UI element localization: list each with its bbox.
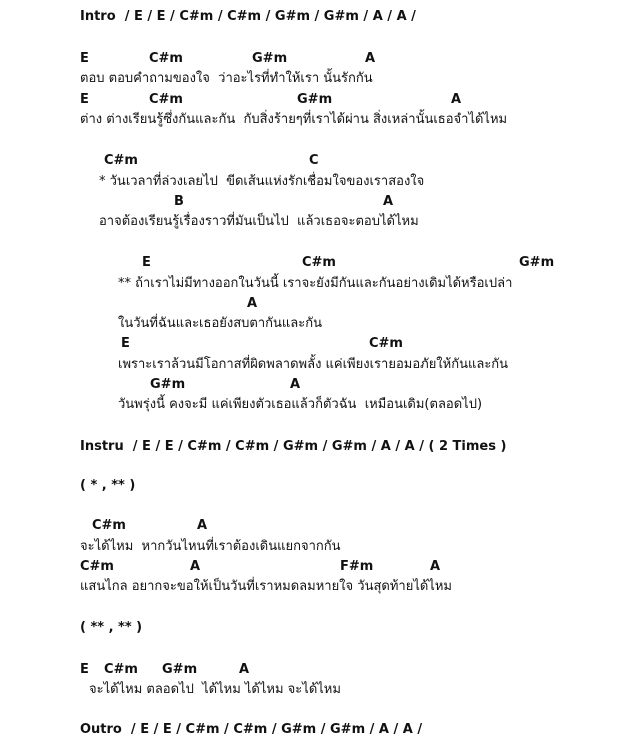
chord: A bbox=[190, 559, 201, 574]
chord: A bbox=[239, 662, 250, 677]
chord: E bbox=[80, 662, 89, 677]
chord: A bbox=[365, 51, 376, 66]
chord: E bbox=[142, 255, 151, 270]
repeat-marker: ( * , ** ) bbox=[80, 478, 136, 493]
chord: A bbox=[383, 194, 394, 209]
chord: A bbox=[430, 559, 441, 574]
intro-line: Intro / E / E / C#m / C#m / G#m / G#m / A / A / bbox=[80, 9, 416, 24]
lyric-line: แสนไกล อยากจะขอให้เป็นวันที่เราหมดลมหายใจ วันสุดท้ายได้ไหม bbox=[80, 579, 452, 594]
chord: C#m bbox=[80, 559, 114, 574]
instru-line: Instru / E / E / C#m / C#m / G#m / G#m / A / A / ( 2 Times ) bbox=[80, 439, 507, 454]
chord: G#m bbox=[150, 377, 186, 392]
chord: C#m bbox=[302, 255, 336, 270]
chord: G#m bbox=[297, 92, 333, 107]
chord: C#m bbox=[104, 153, 138, 168]
lyric-line: อาจต้องเรียนรู้เรื่องราวที่มันเป็นไป แล้วเธอจะตอบได้ไหม bbox=[99, 214, 419, 229]
chord: B bbox=[174, 194, 184, 209]
lyric-line: * วันเวลาที่ล่วงเลยไป ขีดเส้นแห่งรักเชื่อมใจของเราสองใจ bbox=[99, 174, 425, 189]
lyric-line: ** ถ้าเราไม่มีทางออกในวันนี้ เราจะยังมีกันและกันอย่างเดิมได้หรือเปล่า bbox=[118, 276, 513, 291]
chord: C bbox=[309, 153, 319, 168]
chord: C#m bbox=[92, 518, 126, 533]
chord: C#m bbox=[149, 92, 183, 107]
chord: E bbox=[121, 336, 130, 351]
lyric-line: ตอบ ตอบคำถามของใจ ว่าอะไรที่ทำให้เรา นั้นรักกัน bbox=[80, 71, 373, 86]
lyric-line: ต่าง ต่างเรียนรู้ซึ่งกันและกัน กับสิ่งร้ายๆที่เราได้ผ่าน สิ่งเหล่านั้นเธอจำได้ไหม bbox=[80, 112, 508, 127]
chord: A bbox=[290, 377, 301, 392]
chord: G#m bbox=[162, 662, 198, 677]
lyric-line: เพราะเราล้วนมีโอกาสที่ผิดพลาดพลั้ง แค่เพียงเรายอมอภัยให้กันและกัน bbox=[118, 357, 509, 372]
outro-line: Outro / E / E / C#m / C#m / G#m / G#m / A / A / bbox=[80, 722, 423, 737]
chord: A bbox=[247, 296, 258, 311]
chord: E bbox=[80, 51, 89, 66]
chord: G#m bbox=[519, 255, 555, 270]
lyric-line: จะได้ไหม ตลอดไป ได้ไหม ได้ไหม จะได้ไหม bbox=[89, 682, 341, 697]
chord: E bbox=[80, 92, 89, 107]
lyric-line: ในวันที่ฉันและเธอยังสบตากันและกัน bbox=[118, 316, 322, 331]
lyric-line: จะได้ไหม หากวันไหนที่เราต้องเดินแยกจากกัน bbox=[80, 539, 341, 554]
lyric-line: วันพรุ่งนี้ คงจะมี แค่เพียงตัวเธอแล้วก็ตัวฉัน เหมือนเดิม(ตลอดไป) bbox=[118, 397, 483, 412]
chord: C#m bbox=[104, 662, 138, 677]
chord: A bbox=[451, 92, 462, 107]
repeat-marker: ( ** , ** ) bbox=[80, 620, 143, 635]
chord: F#m bbox=[340, 559, 374, 574]
chord: C#m bbox=[369, 336, 403, 351]
chord: A bbox=[197, 518, 208, 533]
chord: C#m bbox=[149, 51, 183, 66]
chord: G#m bbox=[252, 51, 288, 66]
